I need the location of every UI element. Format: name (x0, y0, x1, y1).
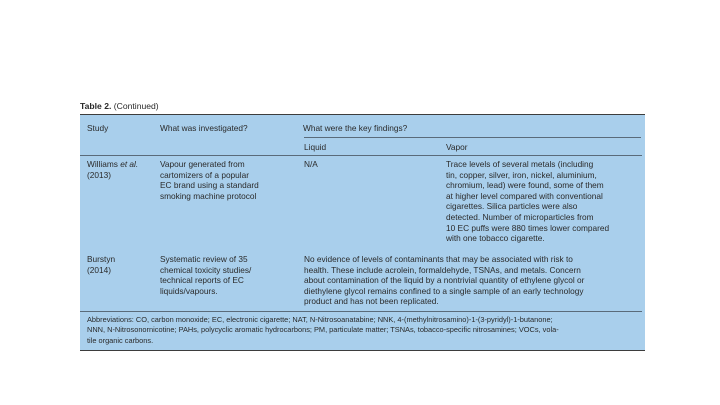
row1-study (87, 159, 138, 180)
row1-investigated (160, 159, 259, 201)
row1-investigated-line: EC brand using a standard (160, 180, 259, 191)
row1-investigated-line: cartomizers of a popular (160, 169, 250, 180)
row2-findings-line: No evidence of levels of contaminants that may be associated with risk to (304, 254, 573, 264)
row1-vapor-line: detected. Number of microparticles from (446, 211, 594, 222)
abbreviations-footnote (87, 315, 559, 346)
table-caption-text: (Continued) (113, 101, 159, 111)
row2-study-year: (2014) (87, 264, 111, 275)
row2-study-author: Burstyn (87, 254, 116, 264)
header-study: Study (87, 123, 109, 133)
row2-findings-line: about contamination of the liquid by a nontrivial quantity of ethylene glycol or (304, 275, 585, 286)
row1-study-etal: et al. (120, 159, 139, 169)
row2-findings-line: diethylene glycol remains confined to a single sample of an early technology (304, 285, 584, 296)
table-caption-label: Table 2. (80, 101, 112, 111)
header-vapor: Vapor (446, 142, 468, 152)
row1-liquid: N/A (304, 159, 318, 169)
row1-study-year: (2013) (87, 169, 111, 180)
row2-findings (304, 254, 584, 307)
row1-vapor-line: chromium, lead) were found, some of them (446, 180, 604, 191)
row2-investigated-line: chemical toxicity studies/ (160, 264, 252, 275)
row2-investigated-line: liquids/vapours. (160, 285, 218, 296)
findings-subheader-rule (304, 137, 641, 138)
header-rule (80, 155, 642, 156)
row1-vapor-line: with one tobacco cigarette. (446, 233, 545, 244)
row1-vapor (446, 159, 609, 244)
row1-vapor-line: Trace levels of several metals (including (446, 159, 594, 169)
row2-study (87, 254, 115, 275)
row2-investigated-line: Systematic review of 35 (160, 254, 248, 264)
row1-study-author: Williams (87, 159, 118, 169)
abbreviations-line: Abbreviations: CO, carbon monoxide; EC, electronic cigarette; NAT, N-Nitrosoanatabine; NNK, 4-(methylnitrosamino)-1-(3-pyridyl)-1-butanone; (87, 315, 553, 324)
row2-investigated (160, 254, 251, 296)
abbreviations-line: tile organic carbons. (87, 335, 154, 345)
row1-vapor-line: 10 EC puffs were 880 times lower compared (446, 222, 610, 233)
footnote-rule (80, 311, 642, 312)
row2-investigated-line: technical reports of EC (160, 275, 244, 286)
row1-investigated-line: smoking machine protocol (160, 190, 257, 201)
findings-table (80, 114, 645, 351)
abbreviations-line: NNN, N-Nitrosonornicotine; PAHs, polycyclic aromatic hydrocarbons; PM, particulate matter; TSNAs, tobacco-specific nitrosamines; VOCs, vola- (87, 325, 559, 335)
header-liquid: Liquid (304, 142, 327, 152)
row2-findings-line: product and has not been replicated. (304, 296, 439, 307)
row1-investigated-line: Vapour generated from (160, 159, 245, 169)
row1-vapor-line: at higher level compared with conventional (446, 190, 603, 201)
row2-findings-line: health. These include acrolein, formaldehyde, TSNAs, and metals. Concern (304, 264, 581, 275)
header-findings: What were the key findings? (303, 123, 408, 133)
row1-vapor-line: tin, copper, silver, iron, nickel, aluminium, (446, 169, 597, 180)
header-investigated: What was investigated? (160, 123, 248, 133)
row1-vapor-line: cigarettes. Silica particles were also (446, 201, 578, 212)
table-caption (80, 101, 159, 112)
